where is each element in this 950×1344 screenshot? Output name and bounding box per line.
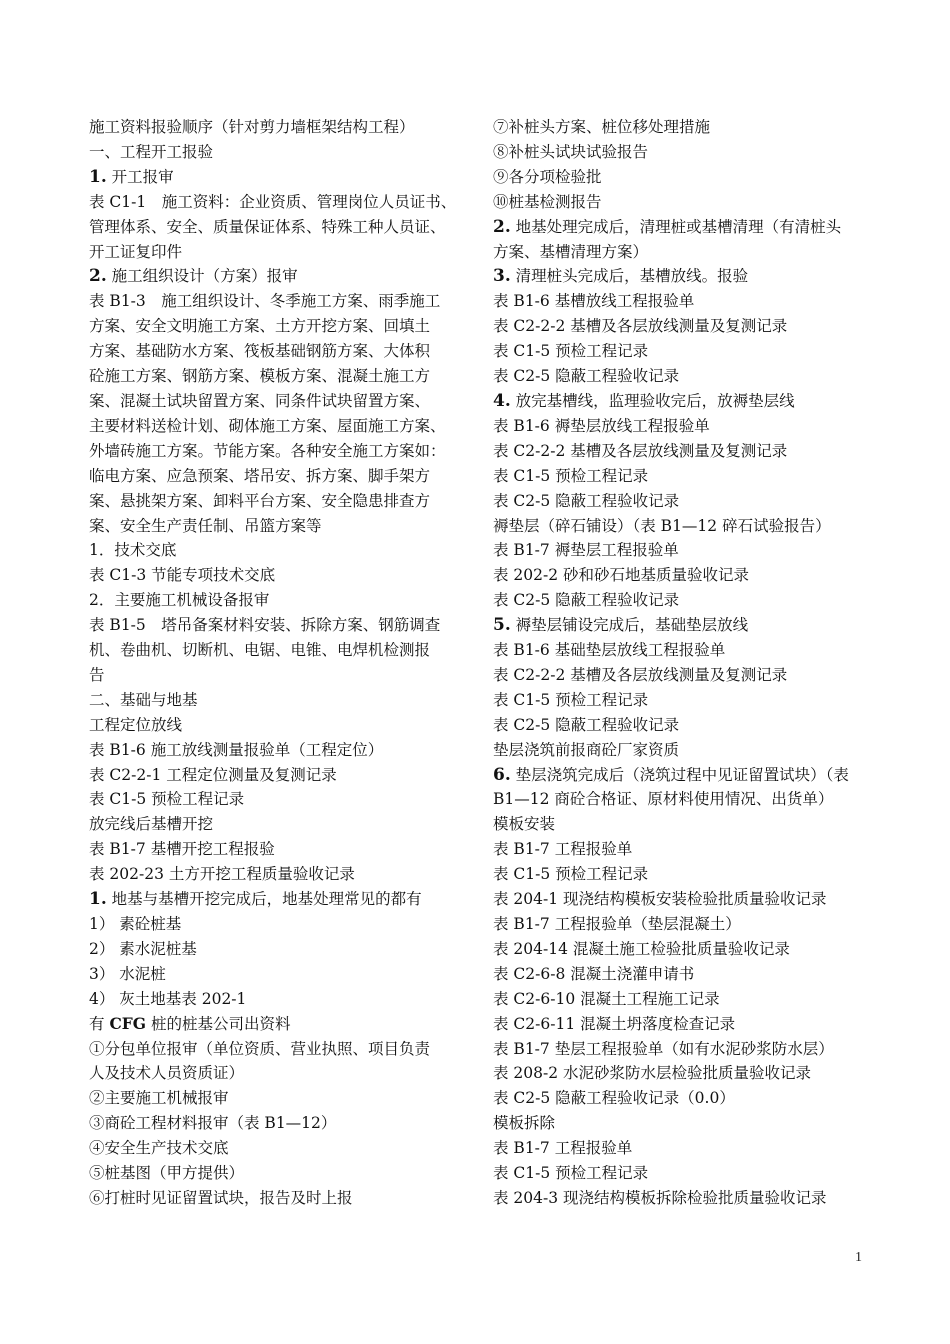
text-line: 表 B1-7 工程报验单（垫层混凝土） — [493, 915, 741, 933]
text-line — [493, 264, 875, 289]
section-number: 3. — [493, 266, 511, 287]
section-heading-text: 地基与基槽开挖完成后，地基处理常见的都有 — [106, 890, 422, 909]
text-line: 表 C2-2-1 工程定位测量及复测记录 — [89, 765, 337, 784]
page-number: 1 — [855, 1250, 862, 1265]
section-heading-text: 褥垫层铺设完成后，基础垫层放线 — [510, 616, 749, 635]
text-line: 3） 水泥桩 — [89, 964, 166, 983]
text-line: 表 B1-7 褥垫层工程报验单 — [493, 541, 679, 560]
section-number: 6. — [493, 764, 511, 785]
text-line: 砼施工方案、钢筋方案、模板方案、混凝土施工方 — [89, 367, 431, 386]
text-line: 垫层浇筑前报商砼厂家资质 — [493, 740, 680, 759]
text-line: 2．主要施工机械设备报审 — [89, 591, 270, 610]
text-line: ⑦补桩头方案、桩位移处理措施 — [493, 118, 711, 136]
section-number: 1. — [89, 889, 107, 910]
text-line: ②主要施工机械报审 — [89, 1089, 229, 1108]
right-column — [493, 115, 875, 1211]
text-line: 表 B1-6 基槽放线工程报验单 — [493, 292, 695, 311]
text-line: 表 202-23 土方开挖工程质量验收记录 — [89, 865, 355, 884]
text-line: 方案、基础防水方案、筏板基础钢筋方案、大体积 — [89, 342, 431, 361]
text-line: 方案、基槽清理方案） — [493, 242, 649, 261]
section-number: 5. — [493, 615, 511, 636]
text-line: ①分包单位报审（单位资质、营业执照、项目负责 — [89, 1039, 431, 1058]
text-line: 表 C2-6-8 混凝土浇灌申请书 — [493, 964, 695, 983]
text-line: 2） 素水泥桩基 — [89, 939, 197, 958]
section-heading-text: 垫层浇筑完成后（浇筑过程中见证留置试块）（表 — [510, 765, 849, 784]
text-line: 表 C2-2-2 基槽及各层放线测量及复测记录 — [493, 665, 788, 684]
section-heading-text: 施工组织设计（方案）报审 — [106, 267, 298, 286]
text-line: 一、工程开工报验 — [89, 142, 214, 161]
text-line: 案、混凝土试块留置方案、同条件试块留置方案、 — [89, 391, 431, 410]
section-number: 2. — [493, 216, 511, 237]
section-number: 4. — [493, 390, 511, 411]
section-heading-text: 地基处理完成后，清理桩或基槽清理（有清桩头 — [510, 217, 842, 236]
text-line — [493, 215, 875, 240]
text-line: 表 C1-5 预检工程记录 — [493, 466, 649, 485]
text-line — [493, 389, 875, 414]
text-line: 4） 灰土地基表 202-1 — [89, 989, 247, 1008]
text-line: 1．技术交底 — [89, 541, 177, 560]
section-heading-text: 清理桩头完成后，基槽放线。报验 — [510, 267, 749, 286]
text-line — [89, 887, 467, 912]
text-line: 模板安装 — [493, 815, 556, 834]
text-line: 方案、安全文明施工方案、土方开挖方案、回填土 — [89, 317, 431, 336]
text-line: 机、卷曲机、切断机、电锯、电锥、电焊机检测报 — [89, 641, 431, 660]
text-line: 表 C2-5 隐蔽工程验收记录 — [493, 715, 680, 734]
text-line: 主要材料送检计划、砌体施工方案、屋面施工方案、 — [89, 416, 446, 435]
text-line: 表 C2-5 隐蔽工程验收记录 — [493, 491, 680, 510]
text-line: 案、安全生产责任制、吊篮方案等 — [89, 516, 322, 535]
text-line: 表 C1-5 预检工程记录 — [493, 342, 649, 361]
text-line: ⑥打桩时见证留置试块，报告及时上报 — [89, 1188, 353, 1207]
text-line: 工程定位放线 — [89, 715, 183, 734]
text-line: 表 204-1 现浇结构模板安装检验批质量验收记录 — [493, 890, 827, 909]
text-line: 表 C1-5 预检工程记录 — [493, 690, 649, 709]
text-line: 表 C1-1 施工资料：企业资质、管理岗位人员证书、 — [89, 192, 457, 211]
text-line: 表 C1-5 预检工程记录 — [493, 1164, 649, 1183]
text-line: 表 B1-6 施工放线测量报验单（工程定位） — [89, 740, 384, 759]
text-line: ③商砼工程材料报审（表 B1—12） — [89, 1114, 337, 1133]
text-line: 表 C2-2-2 基槽及各层放线测量及复测记录 — [493, 317, 788, 336]
section-heading-text: 开工报审 — [106, 167, 174, 186]
text-line: 表 B1-7 工程报验单 — [493, 840, 633, 859]
text-line: 1） 素砼桩基 — [89, 915, 182, 933]
text-line: 表 B1-6 基础垫层放线工程报验单 — [493, 641, 726, 660]
text-line: 施工资料报验顺序（针对剪力墙框架结构工程） — [89, 118, 415, 136]
text-line: 表 202-2 砂和砂石地基质量验收记录 — [493, 566, 750, 585]
text-line: ⑤桩基图（甲方提供） — [89, 1164, 245, 1183]
text-line: 表 B1-7 工程报验单 — [493, 1139, 633, 1158]
text-line: 模板拆除 — [493, 1114, 556, 1133]
text-line — [493, 763, 875, 788]
text-line: 表 208-2 水泥砂浆防水层检验批质量验收记录 — [493, 1064, 812, 1083]
text-line: 临电方案、应急预案、塔吊安、拆方案、脚手架方 — [89, 466, 431, 485]
text-line: 表 B1-6 褥垫层放线工程报验单 — [493, 416, 710, 435]
text-line: 表 B1-7 基槽开挖工程报验 — [89, 840, 275, 859]
text-line: 外墙砖施工方案。节能方案。各种安全施工方案如： — [89, 441, 446, 460]
text-line: ⑨各分项检验批 — [493, 167, 602, 186]
text-line: 人及技术人员资质证） — [89, 1064, 245, 1083]
text-line: 放完线后基槽开挖 — [89, 815, 214, 834]
text-line: 表 C2-5 隐蔽工程验收记录 — [493, 591, 680, 610]
text-line — [89, 264, 467, 289]
text-line: 告 — [89, 665, 105, 684]
section-number: 2. — [89, 266, 107, 287]
text-line: 表 B1-3 施工组织设计、冬季施工方案、雨季施工 — [89, 292, 441, 311]
text-line: ⑩桩基检测报告 — [493, 192, 602, 211]
text-segment: 有 — [89, 1014, 110, 1033]
text-line: 表 C2-5 隐蔽工程验收记录 — [493, 367, 680, 386]
text-line: B1—12 商砼合格证、原材料使用情况、出货单） — [493, 790, 834, 809]
text-line: 表 C1-5 预检工程记录 — [493, 865, 649, 884]
text-line: 表 204-14 混凝土施工检验批质量验收记录 — [493, 939, 790, 958]
text-line — [89, 1012, 467, 1037]
text-line: 二、基础与地基 — [89, 690, 198, 709]
text-line: 褥垫层（碎石铺设）（表 B1—12 碎石试验报告） — [493, 516, 831, 535]
text-line: 表 C2-2-2 基槽及各层放线测量及复测记录 — [493, 441, 788, 460]
section-number: 1. — [89, 166, 107, 187]
text-line: 表 B1-5 塔吊备案材料安装、拆除方案、钢筋调查 — [89, 616, 441, 635]
text-line — [89, 165, 467, 190]
bold-text-segment: CFG — [109, 1013, 147, 1033]
text-line: 案、悬挑架方案、卸料平台方案、安全隐患排查方 — [89, 491, 431, 510]
text-line: 表 C1-3 节能专项技术交底 — [89, 566, 276, 585]
text-segment: 桩的桩基公司出资料 — [146, 1014, 291, 1033]
text-line: 开工证复印件 — [89, 242, 183, 261]
text-line: 表 C2-6-10 混凝土工程施工记录 — [493, 989, 720, 1008]
left-column — [89, 115, 467, 1211]
text-line: 表 B1-7 垫层工程报验单（如有水泥砂浆防水层） — [493, 1039, 834, 1058]
text-line: ④安全生产技术交底 — [89, 1139, 229, 1158]
text-line: 管理体系、安全、质量保证体系、特殊工种人员证、 — [89, 217, 446, 236]
text-line: ⑧补桩头试块试验报告 — [493, 142, 649, 161]
text-line: 表 204-3 现浇结构模板拆除检验批质量验收记录 — [493, 1188, 827, 1207]
text-line: 表 C1-5 预检工程记录 — [89, 790, 245, 809]
text-line: 表 C2-6-11 混凝土坍落度检查记录 — [493, 1014, 736, 1033]
text-line — [493, 613, 875, 638]
text-line: 表 C2-5 隐蔽工程验收记录（0.0） — [493, 1089, 735, 1108]
section-heading-text: 放完基槽线，监理验收完后，放褥垫层线 — [510, 391, 795, 410]
